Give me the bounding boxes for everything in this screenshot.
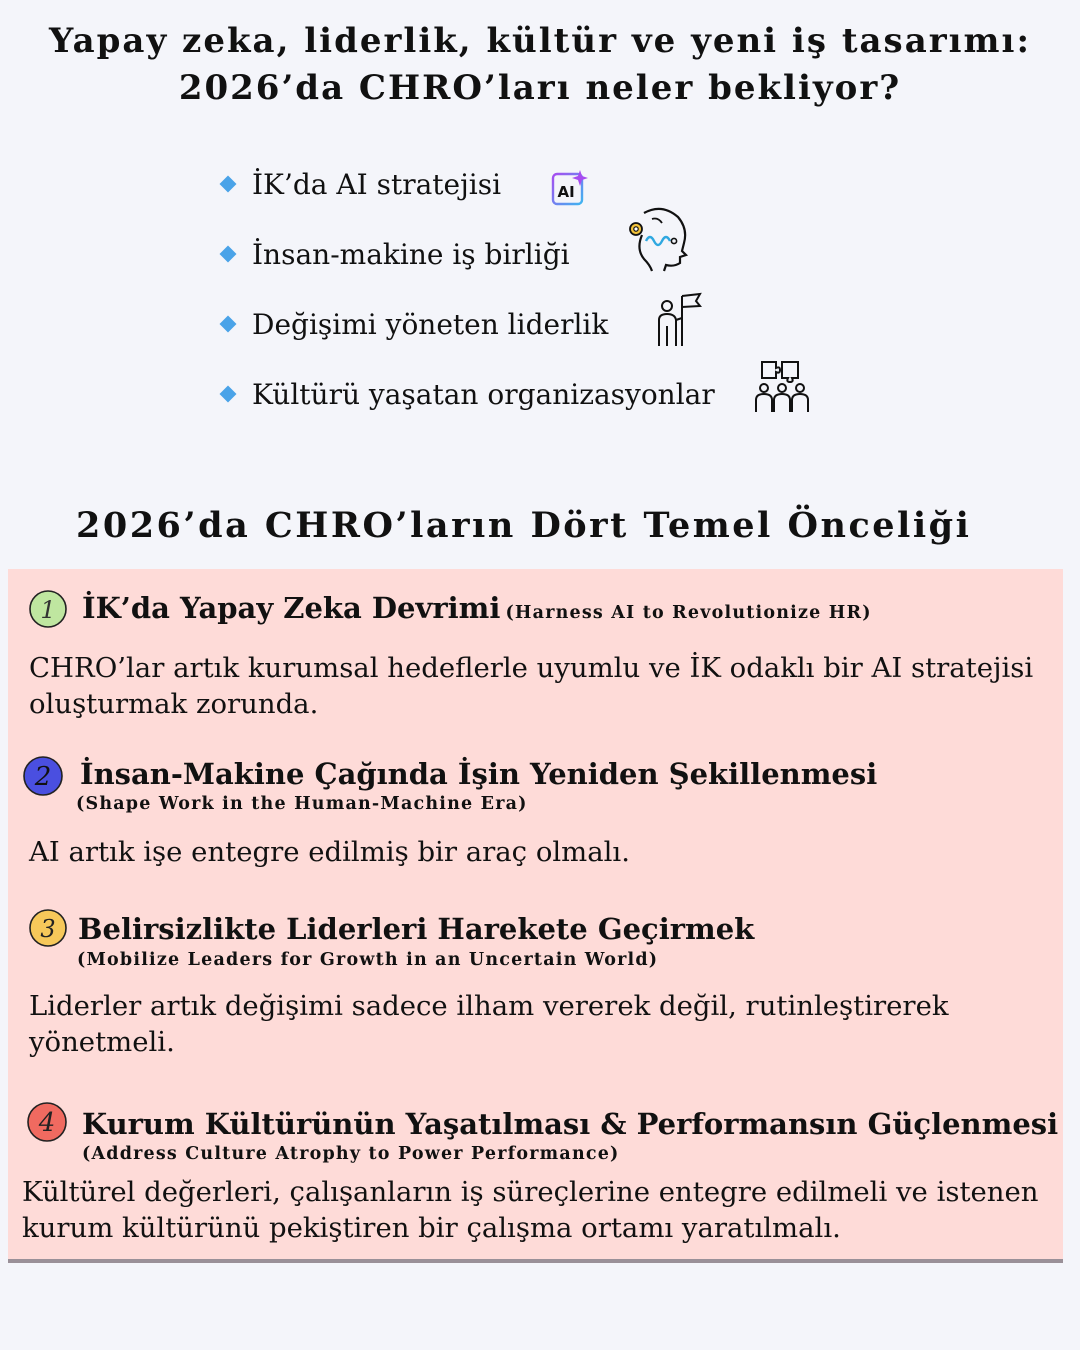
description-line: AI artık işe entegre edilmiş bir araç olmalı. xyxy=(29,836,630,868)
section-title: 2026’da CHRO’ların Dört Temel Önceliği xyxy=(76,505,972,546)
priorities-panel xyxy=(8,569,1063,1263)
diamond-bullet-icon xyxy=(220,176,237,193)
priority-description xyxy=(29,834,1069,870)
bullet-label: İnsan-makine iş birliği xyxy=(252,238,570,271)
title-line-2: 2026’da CHRO’ları neler bekliyor? xyxy=(178,68,902,108)
number-2-icon xyxy=(22,755,64,797)
diamond-bullet-icon xyxy=(220,316,237,333)
page-title xyxy=(0,18,1080,112)
bullet-label: Değişimi yöneten liderlik xyxy=(252,308,609,341)
priority-title: İnsan-Makine Çağında İşin Yeniden Şekillenmesi xyxy=(80,757,878,791)
priority-description xyxy=(29,650,1069,722)
priority-subtitle: (Address Culture Atrophy to Power Performance) xyxy=(82,1144,620,1164)
priority-heading xyxy=(78,911,754,947)
priority-title: İK’da Yapay Zeka Devrimi xyxy=(82,591,501,625)
bullet-label: İK’da AI stratejisi xyxy=(252,168,502,201)
diamond-bullet-icon xyxy=(220,246,237,263)
description-line: oluşturmak zorunda. xyxy=(29,688,319,720)
description-line: CHRO’lar artık kurumsal hedeflerle uyumlu ve İK odaklı bir AI stratejisi xyxy=(29,652,1034,684)
priority-number: 4 xyxy=(38,1108,56,1138)
bullet-label: Kültürü yaşatan organizasyonlar xyxy=(252,378,715,411)
number-3-icon xyxy=(27,907,69,949)
human-machine-head-icon xyxy=(622,205,692,273)
description-line: yönetmeli. xyxy=(29,1026,175,1058)
priority-subtitle: (Shape Work in the Human-Machine Era) xyxy=(76,794,528,814)
svg-text:AI: AI xyxy=(557,183,575,201)
diamond-bullet-icon xyxy=(220,386,237,403)
priority-title: Kurum Kültürünün Yaşatılması & Performansın Güçlenmesi xyxy=(82,1107,1059,1141)
description-line: Kültürel değerleri, çalışanların iş süreçlerine entegre edilmeli ve istenen xyxy=(22,1176,1039,1208)
priority-title: Belirsizlikte Liderleri Harekete Geçirmek xyxy=(78,912,755,946)
priority-heading xyxy=(80,756,877,792)
team-puzzle-icon xyxy=(752,358,812,414)
ai-sparkle-icon xyxy=(548,168,590,208)
priority-description xyxy=(22,1174,1062,1246)
number-1-icon xyxy=(27,588,69,630)
priority-heading xyxy=(82,590,872,626)
priority-number: 3 xyxy=(40,915,56,943)
priority-heading xyxy=(82,1106,1058,1142)
title-line-1: Yapay zeka, liderlik, kültür ve yeni iş tasarımı: xyxy=(49,21,1031,61)
description-line: kurum kültürünü pekiştiren bir çalışma ortamı yaratılmalı. xyxy=(22,1212,841,1244)
leader-flag-icon xyxy=(654,290,704,348)
priority-number: 1 xyxy=(40,596,56,624)
priority-number: 2 xyxy=(34,762,52,792)
number-4-icon xyxy=(26,1101,68,1143)
description-line: Liderler artık değişimi sadece ilham vererek değil, rutinleştirerek xyxy=(29,990,949,1022)
priority-subtitle: (Harness AI to Revolutionize HR) xyxy=(505,603,872,623)
priority-description xyxy=(29,988,1069,1060)
priority-subtitle: (Mobilize Leaders for Growth in an Uncertain World) xyxy=(77,950,659,970)
